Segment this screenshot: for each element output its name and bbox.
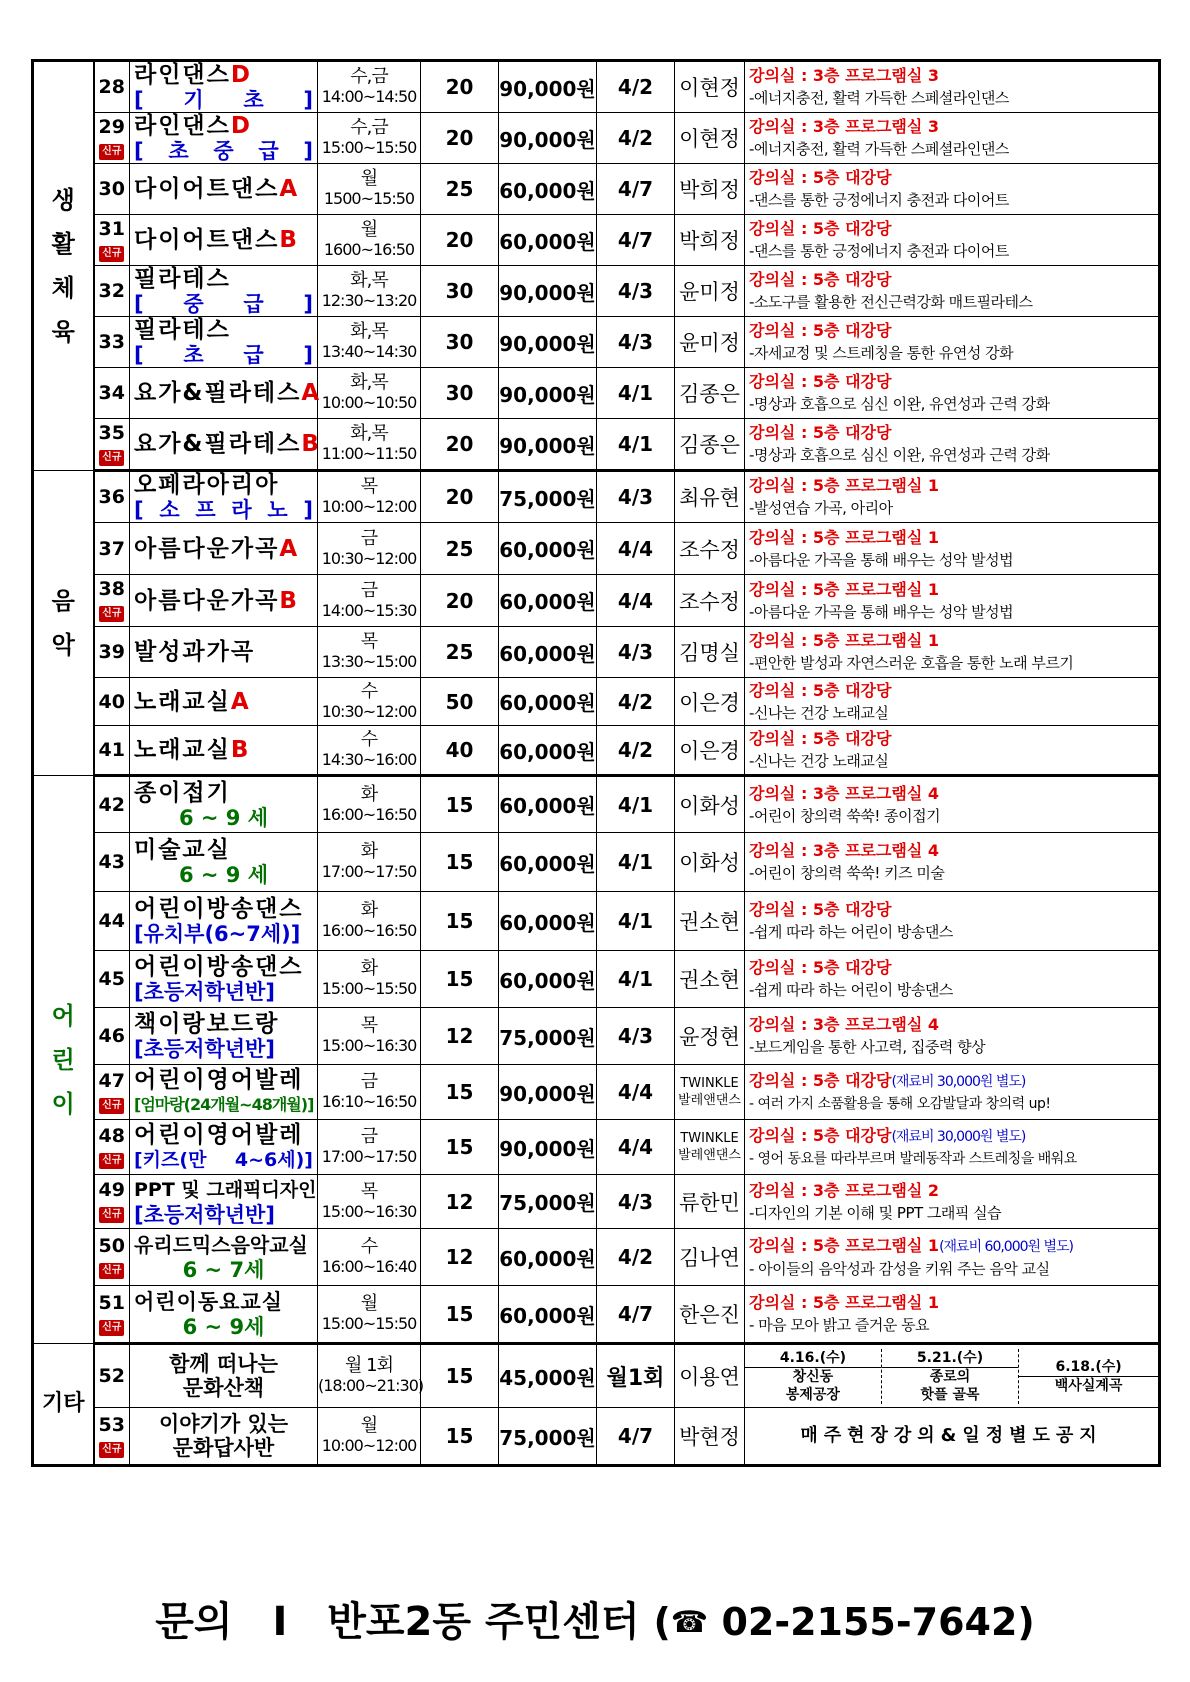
course-start: 4/4 <box>597 1065 675 1120</box>
category-etc: 기타 <box>33 1344 94 1466</box>
new-badge: 신규 <box>99 1442 124 1458</box>
course-info: 강의실 : 5층 대강당 -소도구를 활용한 전신근력강화 매트필라테스 <box>745 266 1160 317</box>
course-name: 아름다운가곡A <box>130 523 318 575</box>
course-fee: 90,000원 <box>499 1065 597 1120</box>
course-number: 49 신규 <box>94 1175 130 1229</box>
course-teacher: 조수정 <box>675 575 745 627</box>
course-name: 오페라아리아 [ 소 프 라 노 ] <box>130 471 318 523</box>
course-schedule: 화,목 10:00~10:50 <box>318 368 421 419</box>
table-row <box>33 1286 1160 1344</box>
course-number: 50 신규 <box>94 1229 130 1286</box>
course-number: 39 <box>94 627 130 678</box>
course-teacher: 김명실 <box>675 627 745 678</box>
course-start: 4/2 <box>597 678 675 726</box>
table-row <box>33 471 1160 523</box>
course-teacher: 김종은 <box>675 419 745 471</box>
course-start: 4/3 <box>597 266 675 317</box>
course-info: 강의실 : 5층 대강당 -댄스를 통한 긍정에너지 충전과 다이어트 <box>745 164 1160 215</box>
course-start: 4/7 <box>597 1286 675 1344</box>
course-schedule: 목 10:00~12:00 <box>318 471 421 523</box>
course-fee: 60,000원 <box>499 892 597 951</box>
course-schedule: 월 1500~15:50 <box>318 164 421 215</box>
table-row <box>33 1408 1160 1466</box>
course-fee: 90,000원 <box>499 317 597 368</box>
course-info: 강의실 : 5층 대강당 -쉽게 따라 하는 어린이 방송댄스 <box>745 892 1160 951</box>
course-name: 어린이영어발레 [엄마랑(24개월~48개월)] <box>130 1065 318 1120</box>
course-fee: 60,000원 <box>499 1229 597 1286</box>
course-info: 강의실 : 5층 프로그램실 1 -편안한 발성과 자연스러운 호흡을 통한 노래 부르기 <box>745 627 1160 678</box>
course-name: 다이어트댄스A <box>130 164 318 215</box>
course-capacity: 20 <box>421 113 499 164</box>
new-badge: 신규 <box>99 1263 124 1279</box>
course-start: 4/4 <box>597 1120 675 1175</box>
course-start: 4/3 <box>597 317 675 368</box>
course-number: 53 신규 <box>94 1408 130 1466</box>
course-name: 필라테스 [ 중 급 ] <box>130 266 318 317</box>
course-number: 31 신규 <box>94 215 130 266</box>
course-schedule: 화,목 12:30~13:20 <box>318 266 421 317</box>
course-info: 강의실 : 5층 대강당 -신나는 건강 노래교실 <box>745 726 1160 776</box>
course-capacity: 15 <box>421 1408 499 1466</box>
course-number: 37 <box>94 523 130 575</box>
course-capacity: 30 <box>421 368 499 419</box>
course-teacher: 박희정 <box>675 215 745 266</box>
course-name: 발성과가곡 <box>130 627 318 678</box>
table-row <box>33 1065 1160 1120</box>
course-info: 강의실 : 5층 대강당 -쉽게 따라 하는 어린이 방송댄스 <box>745 951 1160 1008</box>
contact-separator: I <box>272 1599 288 1645</box>
course-info: 강의실 : 5층 대강당 -신나는 건강 노래교실 <box>745 678 1160 726</box>
course-teacher: 조수정 <box>675 523 745 575</box>
course-start: 월1회 <box>597 1344 675 1408</box>
course-capacity: 15 <box>421 1344 499 1408</box>
course-start: 4/7 <box>597 1408 675 1466</box>
new-badge: 신규 <box>99 1320 124 1336</box>
course-fee: 90,000원 <box>499 61 597 113</box>
table-row <box>33 1229 1160 1286</box>
course-fee: 60,000원 <box>499 1286 597 1344</box>
course-start: 4/1 <box>597 419 675 471</box>
course-fee: 75,000원 <box>499 1175 597 1229</box>
course-capacity: 15 <box>421 833 499 892</box>
course-number: 47 신규 <box>94 1065 130 1120</box>
course-capacity: 25 <box>421 164 499 215</box>
table-row <box>33 164 1160 215</box>
course-start: 4/7 <box>597 215 675 266</box>
course-capacity: 15 <box>421 1065 499 1120</box>
course-capacity: 12 <box>421 1229 499 1286</box>
course-capacity: 20 <box>421 471 499 523</box>
course-number: 43 <box>94 833 130 892</box>
course-teacher: 이현정 <box>675 113 745 164</box>
new-badge: 신규 <box>99 246 124 262</box>
course-fee: 60,000원 <box>499 523 597 575</box>
course-fee: 60,000원 <box>499 833 597 892</box>
course-start: 4/2 <box>597 113 675 164</box>
course-schedule: 수 16:00~16:40 <box>318 1229 421 1286</box>
course-schedule: 화,목 13:40~14:30 <box>318 317 421 368</box>
course-schedule: 화 17:00~17:50 <box>318 833 421 892</box>
course-teacher: 최유현 <box>675 471 745 523</box>
course-capacity: 12 <box>421 1008 499 1065</box>
course-name: 다이어트댄스B <box>130 215 318 266</box>
course-teacher: 이은경 <box>675 678 745 726</box>
course-start: 4/1 <box>597 776 675 833</box>
course-number: 38 신규 <box>94 575 130 627</box>
tour-item: 6.18.(수) 백사실계곡 <box>1019 1349 1158 1404</box>
course-fee: 90,000원 <box>499 368 597 419</box>
course-teacher: 한은진 <box>675 1286 745 1344</box>
course-capacity: 20 <box>421 419 499 471</box>
course-fee: 60,000원 <box>499 678 597 726</box>
course-start: 4/3 <box>597 471 675 523</box>
course-schedule: 화 15:00~15:50 <box>318 951 421 1008</box>
course-info: 강의실 : 5층 프로그램실 1 -아름다운 가곡을 통해 배우는 성악 발성법 <box>745 575 1160 627</box>
table-row <box>33 317 1160 368</box>
course-name: 어린이방송댄스 [유치부(6~7세)] <box>130 892 318 951</box>
tour-table <box>745 1349 1158 1404</box>
schedule-table <box>31 59 1161 1467</box>
table-row <box>33 627 1160 678</box>
course-teacher: 권소현 <box>675 951 745 1008</box>
course-number: 45 <box>94 951 130 1008</box>
course-capacity: 25 <box>421 523 499 575</box>
course-name: 어린이동요교실 6 ~ 9세 <box>130 1286 318 1344</box>
course-start: 4/3 <box>597 1175 675 1229</box>
course-number: 30 <box>94 164 130 215</box>
course-fee: 90,000원 <box>499 419 597 471</box>
course-name: 미술교실 6 ~ 9 세 <box>130 833 318 892</box>
course-capacity: 15 <box>421 776 499 833</box>
table-row <box>33 523 1160 575</box>
course-info: 강의실 : 5층 프로그램실 1 -아름다운 가곡을 통해 배우는 성악 발성법 <box>745 523 1160 575</box>
course-info: 강의실 : 5층 대강당 -댄스를 통한 긍정에너지 충전과 다이어트 <box>745 215 1160 266</box>
course-teacher: 권소현 <box>675 892 745 951</box>
course-info: 강의실 : 5층 프로그램실 1 - 마음 모아 밝고 즐거운 동요 <box>745 1286 1160 1344</box>
course-teacher: 윤미정 <box>675 317 745 368</box>
course-info: 강의실 : 3층 프로그램실 3 -에너지충전, 활력 가득한 스페셜라인댄스 <box>745 113 1160 164</box>
course-start: 4/1 <box>597 951 675 1008</box>
new-badge: 신규 <box>99 144 124 160</box>
course-info: 강의실 : 5층 대강당 -명상과 호흡으로 심신 이완, 유연성과 근력 강화 <box>745 419 1160 471</box>
course-name: 노래교실B <box>130 726 318 776</box>
course-schedule: 월 15:00~15:50 <box>318 1286 421 1344</box>
course-number: 29 신규 <box>94 113 130 164</box>
course-teacher: 이화성 <box>675 833 745 892</box>
course-start: 4/1 <box>597 892 675 951</box>
course-teacher: 윤정현 <box>675 1008 745 1065</box>
course-number: 40 <box>94 678 130 726</box>
tour-item: 4.16.(수) 창신동 봉제공장 <box>745 1349 881 1404</box>
course-fee: 45,000원 <box>499 1344 597 1408</box>
course-fee: 60,000원 <box>499 215 597 266</box>
course-schedule: 월 1600~16:50 <box>318 215 421 266</box>
course-capacity: 25 <box>421 627 499 678</box>
course-schedule: 화,목 11:00~11:50 <box>318 419 421 471</box>
course-start: 4/1 <box>597 368 675 419</box>
course-fee: 60,000원 <box>499 951 597 1008</box>
course-schedule: 금 16:10~16:50 <box>318 1065 421 1120</box>
course-schedule: 금 14:00~15:30 <box>318 575 421 627</box>
course-fee: 90,000원 <box>499 266 597 317</box>
course-number: 42 <box>94 776 130 833</box>
course-number: 33 <box>94 317 130 368</box>
table-row <box>33 266 1160 317</box>
contact-label: 문의 <box>155 1599 233 1645</box>
course-schedule: 화 16:00~16:50 <box>318 776 421 833</box>
course-teacher: 박희정 <box>675 164 745 215</box>
course-name: 요가&필라테스A <box>130 368 318 419</box>
course-name: 어린이방송댄스 [초등저학년반] <box>130 951 318 1008</box>
course-info: 강의실 : 3층 프로그램실 4 -보드게임을 통한 사고력, 집중력 향상 <box>745 1008 1160 1065</box>
course-schedule: 수,금 14:00~14:50 <box>318 61 421 113</box>
course-fee: 75,000원 <box>499 1408 597 1466</box>
course-number: 41 <box>94 726 130 776</box>
table-row <box>33 1008 1160 1065</box>
course-info: 강의실 : 5층 대강당(재료비 30,000원 별도) - 영어 동요를 따라부르며 발레동작과 스트레칭을 배워요 <box>745 1120 1160 1175</box>
course-schedule: 수,금 15:00~15:50 <box>318 113 421 164</box>
course-info: 강의실 : 5층 대강당(재료비 30,000원 별도) - 여러 가지 소품활용을 통해 오감발달과 창의력 up! <box>745 1065 1160 1120</box>
course-schedule: 월 10:00~12:00 <box>318 1408 421 1466</box>
course-info: 강의실 : 3층 프로그램실 3 -에너지충전, 활력 가득한 스페셜라인댄스 <box>745 61 1160 113</box>
course-start: 4/4 <box>597 575 675 627</box>
course-capacity: 15 <box>421 1120 499 1175</box>
course-name: 노래교실A <box>130 678 318 726</box>
course-fee: 75,000원 <box>499 1008 597 1065</box>
course-info: 강의실 : 3층 프로그램실 2 -디자인의 기본 이해 및 PPT 그래픽 실습 <box>745 1175 1160 1229</box>
course-fee: 90,000원 <box>499 1120 597 1175</box>
course-fee: 60,000원 <box>499 627 597 678</box>
course-number: 32 <box>94 266 130 317</box>
course-info: 강의실 : 5층 대강당 -자세교정 및 스트레칭을 통한 유연성 강화 <box>745 317 1160 368</box>
course-start: 4/4 <box>597 523 675 575</box>
course-schedule: 금 10:30~12:00 <box>318 523 421 575</box>
course-teacher: TWINKLE 발레앤댄스 <box>675 1120 745 1175</box>
course-info: 강의실 : 5층 대강당 -명상과 호흡으로 심신 이완, 유연성과 근력 강화 <box>745 368 1160 419</box>
course-name: 종이접기 6 ~ 9 세 <box>130 776 318 833</box>
course-capacity: 20 <box>421 61 499 113</box>
course-capacity: 15 <box>421 951 499 1008</box>
course-notice: 매주현장강의&일정별도공지 <box>745 1408 1160 1466</box>
course-teacher: 이현정 <box>675 61 745 113</box>
category-music: 음악 <box>33 471 94 776</box>
table-row <box>33 726 1160 776</box>
contact-footer <box>0 1590 1190 1647</box>
course-name: 필라테스 [ 초 급 ] <box>130 317 318 368</box>
course-name: 함께 떠나는 문화산책 <box>130 1344 318 1408</box>
course-name: 요가&필라테스B <box>130 419 318 471</box>
course-number: 52 <box>94 1344 130 1408</box>
course-capacity: 40 <box>421 726 499 776</box>
table-row <box>33 419 1160 471</box>
course-capacity: 50 <box>421 678 499 726</box>
course-capacity: 30 <box>421 317 499 368</box>
table-row <box>33 575 1160 627</box>
course-info: 강의실 : 5층 프로그램실 1 -발성연습 가곡, 아리아 <box>745 471 1160 523</box>
course-fee: 60,000원 <box>499 726 597 776</box>
course-start: 4/2 <box>597 1229 675 1286</box>
course-schedule: 목 15:00~16:30 <box>318 1008 421 1065</box>
table-row <box>33 892 1160 951</box>
course-teacher: 이화성 <box>675 776 745 833</box>
course-name: 이야기가 있는 문화답사반 <box>130 1408 318 1466</box>
new-badge: 신규 <box>99 1098 124 1114</box>
new-badge: 신규 <box>99 1207 124 1223</box>
table-row <box>33 215 1160 266</box>
course-name: PPT 및 그래픽디자인 [초등저학년반] <box>130 1175 318 1229</box>
course-teacher: 김나연 <box>675 1229 745 1286</box>
phone-number-group: (☎ 02-2155-7642) <box>653 1600 1035 1644</box>
course-teacher: 윤미정 <box>675 266 745 317</box>
course-name: 라인댄스D [ 기 초 ] <box>130 61 318 113</box>
course-name: 유리드믹스음악교실 6 ~ 7세 <box>130 1229 318 1286</box>
course-name: 라인댄스D [ 초 중 급 ] <box>130 113 318 164</box>
course-schedule: 수 14:30~16:00 <box>318 726 421 776</box>
table-row <box>33 1344 1160 1408</box>
phone-number: 02-2155-7642 <box>721 1600 1018 1644</box>
course-teacher: 이은경 <box>675 726 745 776</box>
course-info: 강의실 : 5층 프로그램실 1(재료비 60,000원 별도) - 아이들의 음악성과 감성을 키워 주는 음악 교실 <box>745 1229 1160 1286</box>
course-teacher: 김종은 <box>675 368 745 419</box>
course-teacher: 류한민 <box>675 1175 745 1229</box>
course-teacher: 박현정 <box>675 1408 745 1466</box>
course-start: 4/2 <box>597 61 675 113</box>
course-number: 46 <box>94 1008 130 1065</box>
course-number: 48 신규 <box>94 1120 130 1175</box>
course-schedule: 월 1회 (18:00~21:30) <box>318 1344 421 1408</box>
course-fee: 75,000원 <box>499 471 597 523</box>
table-row <box>33 776 1160 833</box>
course-number: 34 <box>94 368 130 419</box>
table-row <box>33 678 1160 726</box>
tour-schedule <box>745 1344 1160 1408</box>
new-badge: 신규 <box>99 450 124 466</box>
course-start: 4/3 <box>597 627 675 678</box>
course-number: 28 <box>94 61 130 113</box>
course-name: 책이랑보드랑 [초등저학년반] <box>130 1008 318 1065</box>
phone-icon: ☎ <box>670 1605 709 1640</box>
course-schedule: 수 10:30~12:00 <box>318 678 421 726</box>
table-row <box>33 368 1160 419</box>
table-row <box>33 1175 1160 1229</box>
course-number: 36 <box>94 471 130 523</box>
course-capacity: 20 <box>421 575 499 627</box>
table-row <box>33 113 1160 164</box>
table-row <box>33 61 1160 113</box>
course-fee: 60,000원 <box>499 776 597 833</box>
course-name: 아름다운가곡B <box>130 575 318 627</box>
table-row <box>33 951 1160 1008</box>
course-schedule: 화 16:00~16:50 <box>318 892 421 951</box>
new-badge: 신규 <box>99 1153 124 1169</box>
course-teacher: 이용연 <box>675 1344 745 1408</box>
course-capacity: 30 <box>421 266 499 317</box>
course-number: 35 신규 <box>94 419 130 471</box>
course-capacity: 12 <box>421 1175 499 1229</box>
course-info: 강의실 : 3층 프로그램실 4 -어린이 창의력 쑥쑥! 키즈 미술 <box>745 833 1160 892</box>
course-capacity: 15 <box>421 892 499 951</box>
course-start: 4/7 <box>597 164 675 215</box>
category-kids: 어린이 <box>33 776 94 1344</box>
center-name: 반포2동 주민센터 <box>327 1599 640 1645</box>
course-capacity: 20 <box>421 215 499 266</box>
tour-item: 5.21.(수) 종로의 핫플 골목 <box>881 1349 1018 1404</box>
course-schedule: 금 17:00~17:50 <box>318 1120 421 1175</box>
course-start: 4/2 <box>597 726 675 776</box>
course-fee: 90,000원 <box>499 113 597 164</box>
course-name: 어린이영어발레 [키즈(만 4~6세)] <box>130 1120 318 1175</box>
course-schedule: 목 15:00~16:30 <box>318 1175 421 1229</box>
course-teacher: TWINKLE 발레앤댄스 <box>675 1065 745 1120</box>
table-row <box>33 1120 1160 1175</box>
new-badge: 신규 <box>99 606 124 622</box>
course-number: 51 신규 <box>94 1286 130 1344</box>
category-life: 생활체육 <box>33 61 94 471</box>
course-info: 강의실 : 3층 프로그램실 4 -어린이 창의력 쑥쑥! 종이접기 <box>745 776 1160 833</box>
course-capacity: 15 <box>421 1286 499 1344</box>
course-start: 4/1 <box>597 833 675 892</box>
course-fee: 60,000원 <box>499 164 597 215</box>
course-schedule: 목 13:30~15:00 <box>318 627 421 678</box>
table-row <box>33 833 1160 892</box>
course-number: 44 <box>94 892 130 951</box>
course-fee: 60,000원 <box>499 575 597 627</box>
course-start: 4/3 <box>597 1008 675 1065</box>
